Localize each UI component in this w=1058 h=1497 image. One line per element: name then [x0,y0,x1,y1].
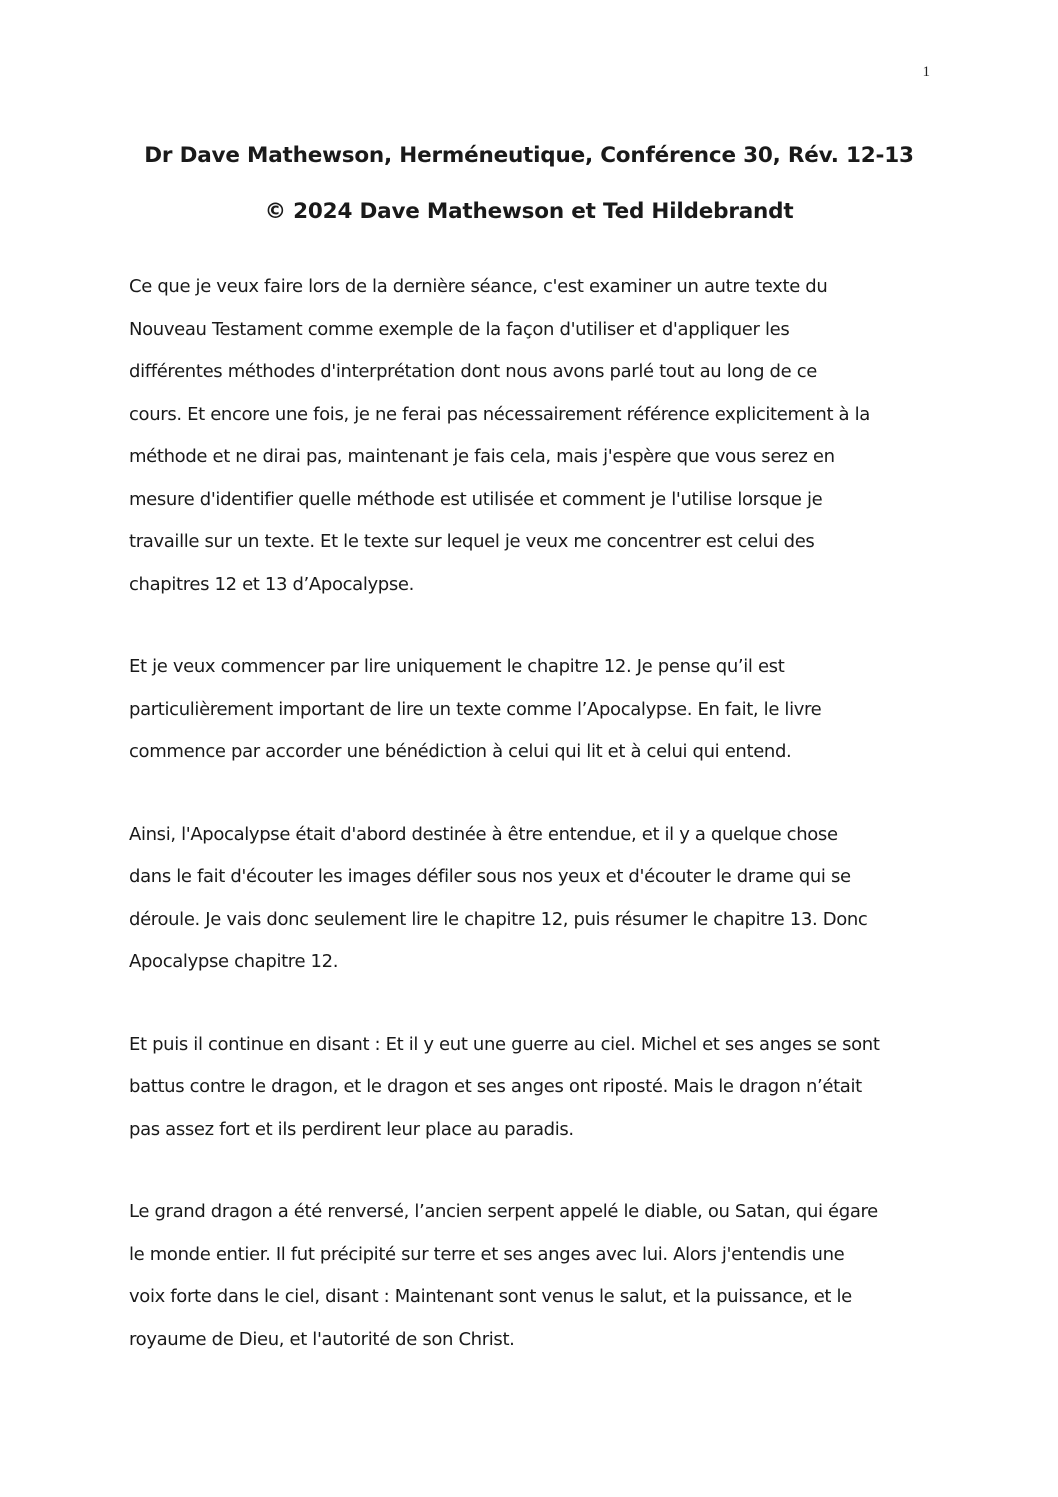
document-title [0,128,1058,240]
text-line: dans le fait d'écouter les images défiler sous nos yeux et d'écouter le drame qui se [129,866,851,887]
text-line: Le grand dragon a été renversé, l’ancien serpent appelé le diable, ou Satan, qui égare [129,1201,878,1222]
text-line: travaille sur un texte. Et le texte sur lequel je veux me concentrer est celui des [129,531,815,552]
paragraph-4 [129,1024,939,1152]
text-line: le monde entier. Il fut précipité sur terre et ses anges avec lui. Alors j'entendis une [129,1243,845,1265]
paragraph-5 [129,1191,939,1361]
text-line: pas assez fort et ils perdirent leur place au paradis. [129,1118,574,1140]
text-line: voix forte dans le ciel, disant : Maintenant sont venus le salut, et la puissance, et le [129,1286,852,1307]
title-line-1: Dr Dave Mathewson, Herméneutique, Conférence 30, Rév. 12-13 [144,143,914,168]
text-line: Ce que je veux faire lors de la dernière séance, c'est examiner un autre texte du [129,276,828,297]
text-line: Apocalypse chapitre 12. [129,951,339,972]
paragraph-3 [129,814,939,984]
text-line: Et puis il continue en disant : Et il y eut une guerre au ciel. Michel et ses anges se sont [129,1033,880,1055]
text-line: commence par accorder une bénédiction à celui qui lit et à celui qui entend. [129,741,792,762]
text-line: Et je veux commencer par lire uniquement le chapitre 12. Je pense qu’il est [129,656,785,677]
text-line: particulièrement important de lire un texte comme l’Apocalypse. En fait, le livre [129,698,822,720]
text-line: déroule. Je vais donc seulement lire le chapitre 12, puis résumer le chapitre 13. Donc [129,908,868,930]
document-body [129,266,939,1401]
text-line: chapitres 12 et 13 d’Apocalypse. [129,573,414,595]
text-line: cours. Et encore une fois, je ne ferai pas nécessairement référence explicitement à la [129,403,870,425]
title-line-2: © 2024 Dave Mathewson et Ted Hildebrandt [264,199,794,224]
text-line: royaume de Dieu, et l'autorité de son Christ. [129,1328,515,1350]
text-line: mesure d'identifier quelle méthode est utilisée et comment je l'utilise lorsque je [129,488,823,510]
text-line: différentes méthodes d'interprétation dont nous avons parlé tout au long de ce [129,361,817,382]
text-line: Nouveau Testament comme exemple de la façon d'utiliser et d'appliquer les [129,318,790,340]
text-line: Ainsi, l'Apocalypse était d'abord destinée à être entendue, et il y a quelque chose [129,823,838,845]
paragraph-1 [129,266,939,606]
paragraph-2 [129,646,939,774]
text-line: méthode et ne dirai pas, maintenant je fais cela, mais j'espère que vous serez en [129,446,835,467]
page-number: 1 [922,64,930,80]
text-line: battus contre le dragon, et le dragon et ses anges ont riposté. Mais le dragon n’était [129,1076,862,1097]
